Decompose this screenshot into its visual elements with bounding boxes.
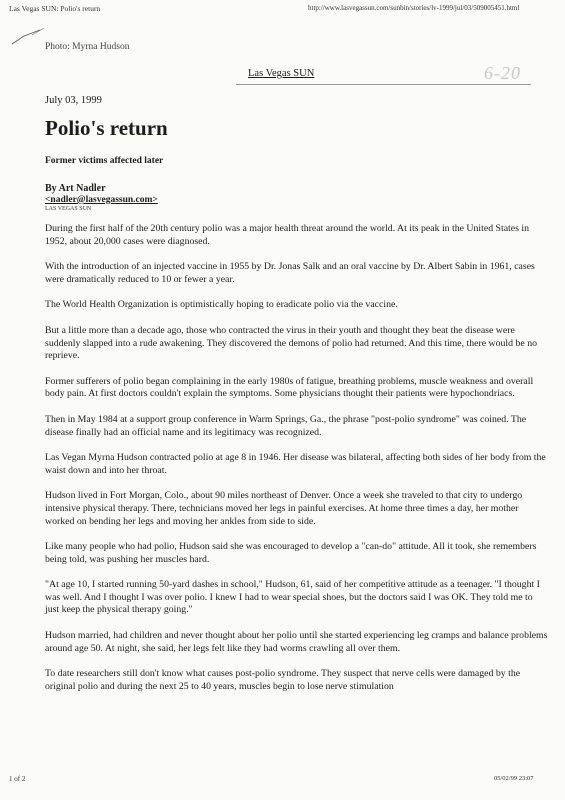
paragraph: Las Vegan Myrna Hudson contracted polio at age 8 in 1946. Her disease was bilateral, affecting both sides of her body from the waist down and into her throat.: [45, 452, 546, 476]
print-header-url: http://www.lasvegassun.com/sunbin/stories/lv-1999/jul/03/509005451.html: [308, 4, 520, 12]
paragraph: Hudson lived in Fort Morgan, Colo., about 90 miles northeast of Denver. Once a week she traveled to that city to undergo intensive physical therapy. There, technicians moved her legs in painful exercises. At home three times a day, her mother worked on bending her legs and moving her ankles from side to side.: [45, 490, 523, 527]
article-title: Polio's return: [45, 116, 168, 140]
pen-mark-icon: [10, 26, 50, 48]
article-source: LAS VEGAS SUN: [45, 206, 92, 212]
masthead-label: Las Vegas SUN: [248, 68, 315, 79]
masthead-rule: [236, 84, 531, 85]
page-number: 1 of 2: [9, 775, 26, 783]
paragraph: To date researchers still don't know what causes post-polio syndrome. They suspect that nerve cells were damaged by the original polio and during the next 25 to 40 years, muscles begin to lose nerve stimulation: [45, 668, 521, 692]
paragraph: Like many people who had polio, Hudson said she was encouraged to develop a "can-do" attitude. All it took, she remembers being told, was pushing her muscles hard.: [45, 541, 537, 565]
paragraph: During the first half of the 20th century polio was a major health threat around the world. At its peak in the United States in 1952, about 20,000 cases were diagnosed.: [45, 223, 530, 247]
article-body: [45, 223, 548, 706]
article-byline: By Art Nadler: [45, 183, 106, 194]
paragraph: With the introduction of an injected vaccine in 1955 by Dr. Jonas Salk and an oral vaccine by Dr. Albert Sabin in 1961, cases were dramatically reduced to 10 or fewer a year.: [45, 261, 535, 285]
print-header-title: Las Vegas SUN: Polio's return: [9, 4, 101, 13]
print-timestamp: 05/02/99 23:07: [494, 775, 534, 782]
paragraph: But a little more than a decade ago, those who contracted the virus in their youth and thought they beat the disease were suddenly slapped into a rude awakening. They discovered the demons of polio had returned. And this time, there would be no reprieve.: [45, 324, 537, 362]
paragraph: Hudson married, had children and never thought about her polio until she started experiencing leg cramps and balance problems around age 50. At night, she said, her legs felt like they had worms crawling all over them.: [45, 630, 548, 654]
paragraph: The World Health Organization is optimistically hoping to eradicate polio via the vaccine.: [45, 299, 398, 311]
paragraph: Then in May 1984 at a support group conference in Warm Springs, Ga., the phrase "post-polio syndrome" was coined. The disease finally had an official name and its legitimacy was recognized.: [45, 413, 527, 438]
paragraph: "At age 10, I started running 50-yard dashes in school," Hudson, 61, said of her competitive attitude as a teenager. "I thought I was well. And I thought I was over polio. I knew I had to wear special shoes, but the doctors said I was OK. They told me to just keep the physical therapy going.": [45, 579, 540, 616]
masthead: [248, 68, 314, 79]
author-email-link[interactable]: <nadler@lasvegassun.com>: [45, 195, 158, 205]
handwritten-note: 6-20: [484, 63, 521, 83]
photo-credit: Photo: Myrna Hudson: [45, 42, 130, 52]
article-date: July 03, 1999: [45, 95, 102, 106]
paragraph: Former sufferers of polio began complaining in the early 1980s of fatigue, breathing problems, muscle weakness and overall body pain. At first doctors couldn't explain the symptoms. Some physicians thought their patients were hypochondriacs.: [45, 375, 534, 400]
article-subtitle: Former victims affected later: [45, 156, 164, 166]
